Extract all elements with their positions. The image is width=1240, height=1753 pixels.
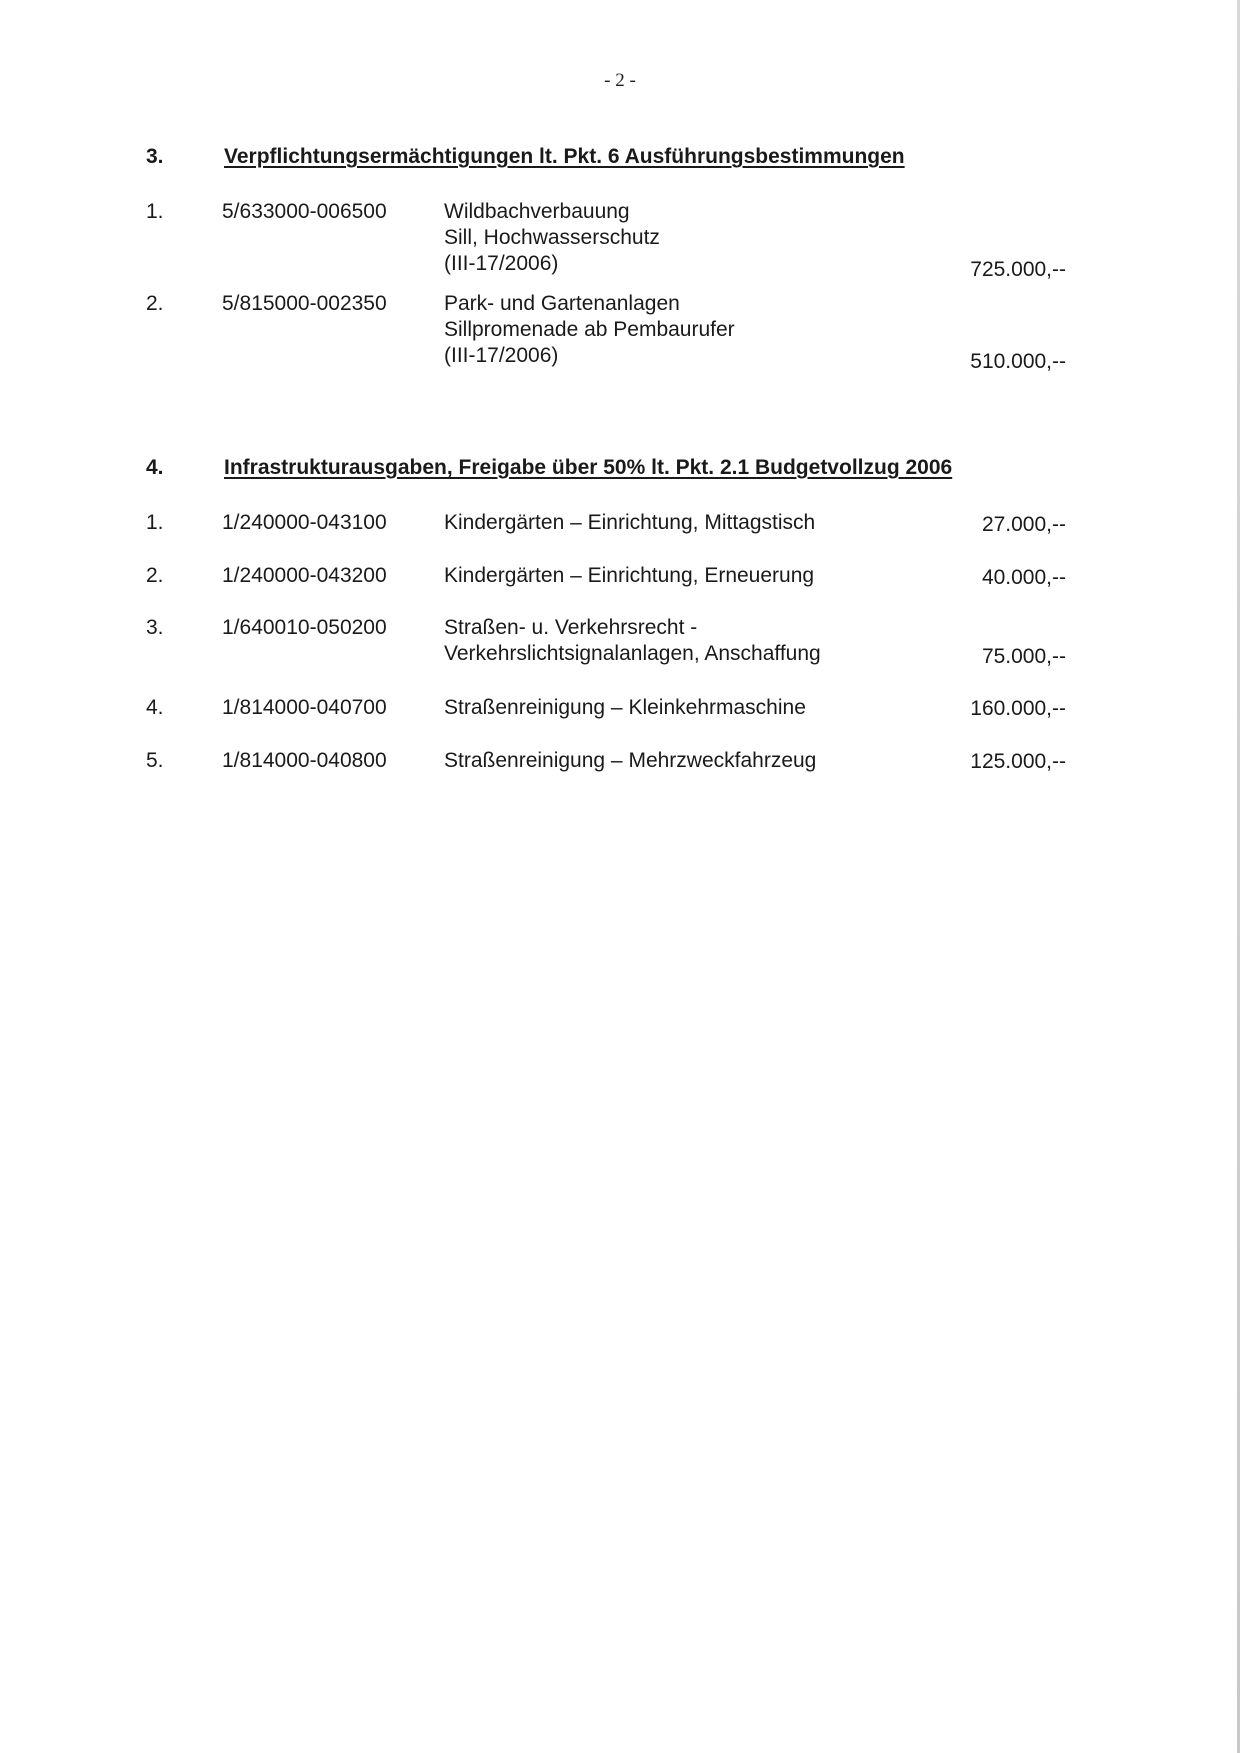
section-number: 4. <box>146 456 164 479</box>
section-title: Infrastrukturausgaben, Freigabe über 50% lt. Pkt. 2.1 Budgetvollzug 2006 <box>224 456 953 479</box>
item-index: 1. <box>146 200 164 223</box>
item-code: 1/814000-040700 <box>222 696 387 719</box>
item-description <box>444 291 735 369</box>
item-code: 5/815000-002350 <box>222 292 387 315</box>
item-amount: 510.000,-- <box>970 350 1066 373</box>
item-code: 1/240000-043100 <box>222 511 387 534</box>
item-index: 1. <box>146 511 164 534</box>
item-code: 5/633000-006500 <box>222 200 387 223</box>
item-amount: 40.000,-- <box>981 566 1066 589</box>
item-amount: 725.000,-- <box>970 258 1066 281</box>
item-description <box>444 510 815 536</box>
item-description-line: Sill, Hochwasserschutz <box>444 226 660 249</box>
item-description-line: Verkehrslichtsignalanlagen, Anschaffung <box>444 642 821 665</box>
item-description-line: Straßen- u. Verkehrsrecht - <box>444 616 698 639</box>
item-description-line: (III-17/2006) <box>444 344 559 367</box>
page-number: - 2 - <box>604 70 636 91</box>
item-description <box>444 199 660 277</box>
item-description <box>444 615 821 667</box>
item-description-line: Park- und Gartenanlagen <box>444 292 680 315</box>
item-description-line: (III-17/2006) <box>444 252 559 275</box>
item-description <box>444 563 814 589</box>
item-amount: 125.000,-- <box>970 750 1066 773</box>
item-description-line: Straßenreinigung – Kleinkehrmaschine <box>444 696 806 719</box>
item-code: 1/640010-050200 <box>222 616 387 639</box>
item-description-line: Kindergärten – Einrichtung, Erneuerung <box>444 564 815 587</box>
section-title: Verpflichtungsermächtigungen lt. Pkt. 6 Ausführungsbestimmungen <box>224 145 905 168</box>
item-index: 4. <box>146 696 164 719</box>
item-description-line: Straßenreinigung – Mehrzweckfahrzeug <box>444 749 817 772</box>
item-description-line: Kindergärten – Einrichtung, Mittagstisch <box>444 511 816 534</box>
item-description <box>444 695 806 721</box>
item-index: 5. <box>146 749 164 772</box>
item-amount: 75.000,-- <box>981 645 1066 668</box>
item-code: 1/240000-043200 <box>222 564 387 587</box>
item-description-line: Sillpromenade ab Pembaurufer <box>444 318 735 341</box>
item-index: 2. <box>146 292 164 315</box>
item-index: 2. <box>146 564 164 587</box>
item-description-line: Wildbachverbauung <box>444 200 630 223</box>
item-amount: 27.000,-- <box>981 513 1066 536</box>
item-description <box>444 748 816 774</box>
item-index: 3. <box>146 616 164 639</box>
item-amount: 160.000,-- <box>970 697 1066 720</box>
item-code: 1/814000-040800 <box>222 749 387 772</box>
section-number: 3. <box>146 145 164 168</box>
